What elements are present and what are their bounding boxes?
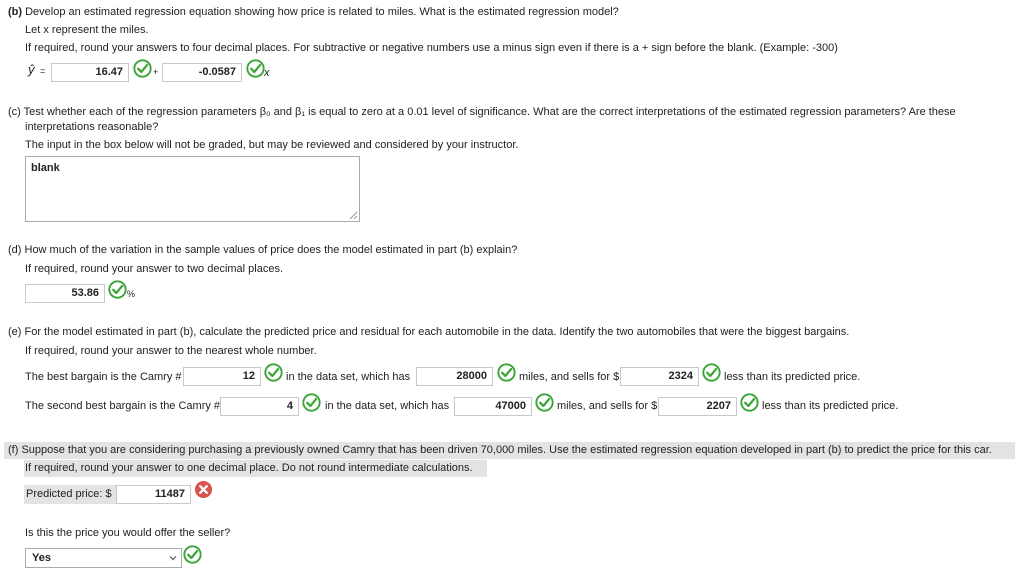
second-bargain-text-3: miles, and sells for $: [557, 400, 658, 412]
check-circle-icon: [302, 393, 321, 412]
chevron-down-icon: [169, 554, 177, 562]
part-d-question: (d) How much of the variation in the sample values of price does the model estimated in part (b) explain?: [8, 244, 518, 256]
second-bargain-text-4: less than its predicted price.: [762, 400, 899, 412]
part-c-question-cont: interpretations reasonable?: [25, 121, 159, 133]
check-circle-icon: [246, 59, 265, 78]
check-circle-icon: [535, 393, 554, 412]
check-circle-icon: [133, 59, 152, 78]
interpretation-text: blank: [31, 162, 60, 174]
best-bargain-text-4: less than its predicted price.: [724, 371, 861, 383]
plus-sign: +: [153, 67, 159, 77]
second-miles-input[interactable]: 47000: [454, 397, 532, 416]
part-c-question: (c) Test whether each of the regression parameters β₀ and β₁ is equal to zero at a 0.01 level of significance. What are the correct interpretations of the estimated regression parameters? Are these: [8, 106, 956, 118]
slope-input[interactable]: -0.0587: [162, 63, 242, 82]
offer-select[interactable]: [25, 548, 182, 568]
predicted-price-label: Predicted price: $: [26, 488, 112, 500]
part-b-question: (b) Develop an estimated regression equation showing how price is related to miles. What is the estimated regression model?: [8, 6, 619, 18]
x-circle-icon: [194, 480, 213, 499]
intercept-input[interactable]: 16.47: [51, 63, 129, 82]
percent-unit: %: [127, 289, 136, 299]
part-c-note: The input in the box below will not be graded, but may be reviewed and considered by your instructor.: [25, 139, 519, 151]
offer-select-value: Yes: [32, 552, 51, 564]
check-circle-icon: [497, 363, 516, 382]
interpretation-textarea[interactable]: [25, 156, 360, 222]
part-e-instructions: If required, round your answer to the nearest whole number.: [25, 345, 317, 357]
check-circle-icon: [264, 363, 283, 382]
part-e-question: (e) For the model estimated in part (b), calculate the predicted price and residual for each automobile in the data. Identify the two automobiles that were the biggest bargains.: [8, 326, 850, 338]
offer-question: Is this the price you would offer the seller?: [25, 527, 231, 539]
predicted-price-input[interactable]: 11487: [116, 485, 191, 504]
second-amount-input[interactable]: 2207: [658, 397, 737, 416]
resize-handle-icon[interactable]: [349, 211, 357, 219]
yhat-symbol: ŷ: [28, 62, 35, 77]
part-b-let-x: Let x represent the miles.: [25, 24, 149, 36]
best-camry-number-input[interactable]: 12: [183, 367, 261, 386]
check-circle-icon: [183, 545, 202, 564]
second-bargain-text-1: The second best bargain is the Camry #: [25, 400, 221, 412]
equals-sign: =: [40, 66, 46, 76]
check-circle-icon: [702, 363, 721, 382]
best-bargain-text-1: The best bargain is the Camry #: [25, 371, 182, 383]
second-camry-number-input[interactable]: 4: [220, 397, 299, 416]
best-amount-input[interactable]: 2324: [620, 367, 699, 386]
variation-explained-input[interactable]: 53.86: [25, 284, 105, 303]
best-bargain-text-2: in the data set, which has: [286, 371, 411, 383]
part-f-question: (f) Suppose that you are considering purchasing a previously owned Camry that has been driven 70,000 miles. Use the estimated regression equation developed in part (b) to predict the price for this car.: [8, 444, 992, 456]
part-d-instructions: If required, round your answer to two decimal places.: [25, 263, 284, 275]
part-b-question-text: Develop an estimated regression equation showing how price is related to miles. What is the estimated regression model?: [25, 6, 619, 18]
part-b-instructions: If required, round your answers to four decimal places. For subtractive or negative numbers use a minus sign even if there is a + sign before the blank. (Example: -300): [25, 42, 838, 54]
check-circle-icon: [108, 280, 127, 299]
x-symbol: x: [264, 67, 270, 79]
second-bargain-text-2: in the data set, which has: [325, 400, 450, 412]
best-bargain-text-3: miles, and sells for $: [519, 371, 620, 383]
part-f-instructions: If required, round your answer to one decimal place. Do not round intermediate calculations.: [25, 462, 473, 474]
check-circle-icon: [740, 393, 759, 412]
best-miles-input[interactable]: 28000: [416, 367, 493, 386]
